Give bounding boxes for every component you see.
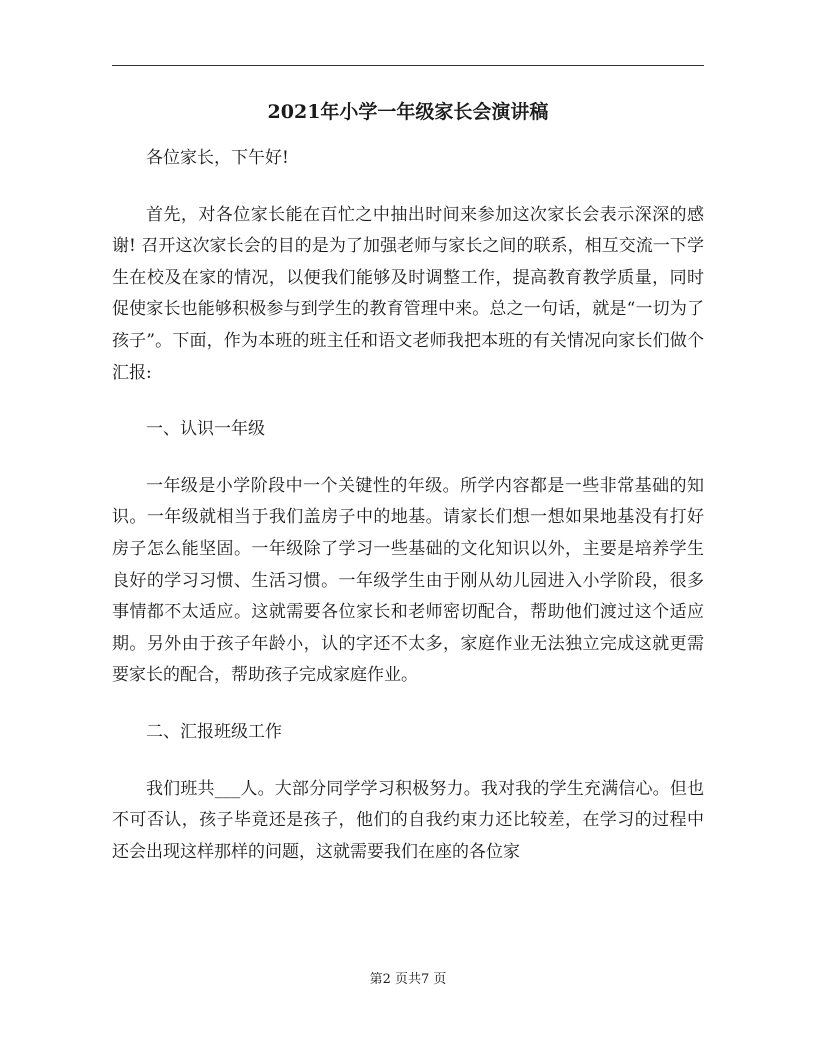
document-title: 2021年小学一年级家长会演讲稿 — [267, 101, 549, 123]
intro-paragraph: 首先，对各位家长能在百忙之中抽出时间来参加这次家长会表示深深的感谢! 召开这次家长会的目的是为了加强老师与家长之间的联系，相互交流一下学生在校及在家的情况，以便我们能够及时调整工作，提高教育教学质量，同时促使家长也能够积极参与到学生的教育管理中来。总之一句话，就是“一切为了孩子”。下面，作为本班的班主任和语文老师我把本班的有关情况向家长们做个汇报: — [112, 204, 704, 383]
section-1-paragraph: 一年级是小学阶段中一个关键性的年级。所学内容都是一些非常基础的知识。一年级就相当于我们盖房子中的地基。请家长们想一想如果地基没有打好房子怎么能坚固。一年级除了学习一些基础的文化知识以外，主要是培养学生良好的学习习惯、生活习惯。一年级学生由于刚从幼儿园进入小学阶段，很多事情都不太适应。这就需要各位家长和老师密切配合，帮助他们渡过这个适应期。另外由于孩子年龄小，认的字还不太多，家庭作业无法独立完成这就更需要家长的配合，帮助孩子完成家庭作业。 — [112, 475, 704, 686]
section-2-paragraph: 我们班共___人。大部分同学学习积极努力。我对我的学生充满信心。但也不可否认，孩子毕竟还是孩子，他们的自我约束力还比较差，在学习的过程中还会出现这样那样的问题，这就需要我们在座的各位家 — [112, 778, 704, 862]
document-body — [112, 143, 704, 868]
section-heading-1: 一、认识一年级 — [146, 419, 265, 440]
greeting-paragraph: 各位家长，下午好! — [146, 148, 289, 168]
section-heading-2: 二、汇报班级工作 — [146, 721, 282, 742]
header-rule — [112, 65, 704, 66]
page-number-footer: 第2 页共7 页 — [369, 972, 447, 987]
